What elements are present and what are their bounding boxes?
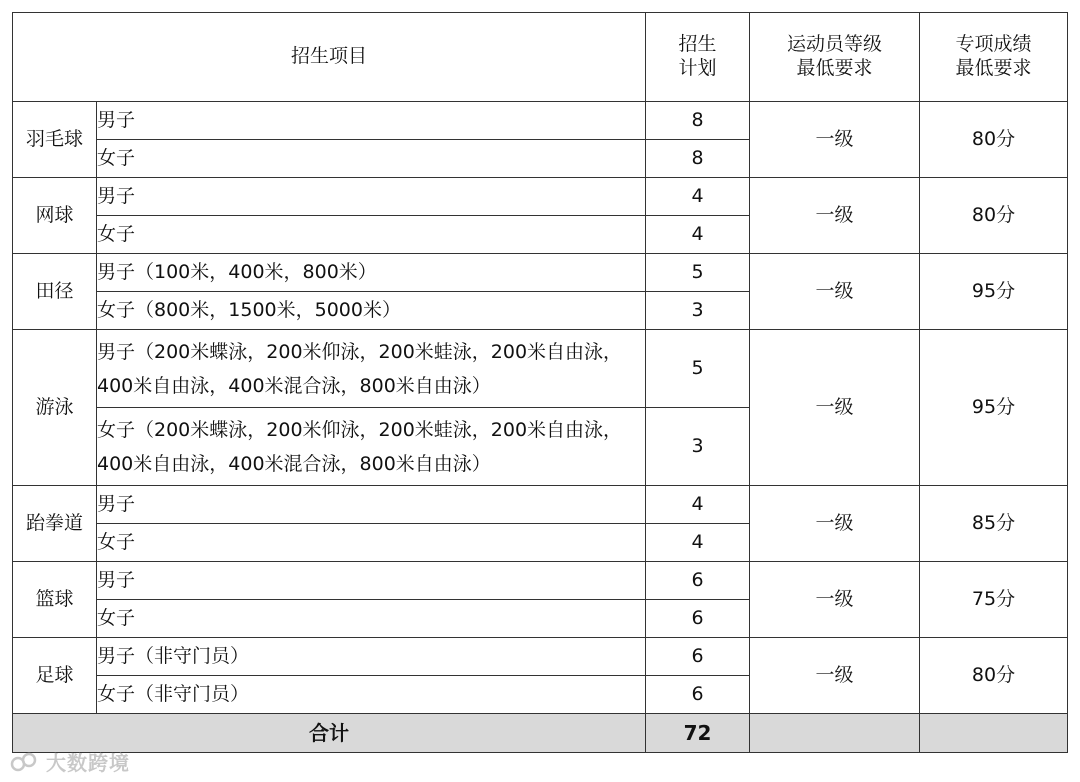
header-plan-line2: 计划 bbox=[678, 57, 717, 79]
sub-item bbox=[97, 330, 646, 408]
sub-item: 男子 bbox=[97, 102, 646, 140]
sub-item: 女子（800米，1500米，5000米） bbox=[97, 292, 646, 330]
header-score bbox=[920, 13, 1068, 102]
header-level bbox=[750, 13, 920, 102]
sub-item: 女子 bbox=[97, 140, 646, 178]
header-score-line1: 专项成绩 bbox=[955, 33, 1032, 56]
sub-item: 女子 bbox=[97, 216, 646, 254]
total-level-empty bbox=[750, 714, 920, 753]
table-row bbox=[13, 254, 1068, 292]
athlete-level: 一级 bbox=[750, 330, 920, 486]
header-level-line1: 运动员等级 bbox=[787, 33, 883, 56]
plan-count: 6 bbox=[646, 638, 750, 676]
sport-name: 网球 bbox=[13, 178, 97, 254]
min-score: 85分 bbox=[920, 486, 1068, 562]
total-plan: 72 bbox=[646, 714, 750, 753]
plan-count: 3 bbox=[646, 292, 750, 330]
watermark bbox=[10, 747, 130, 776]
plan-count: 3 bbox=[646, 408, 750, 486]
table-row bbox=[13, 102, 1068, 140]
sub-item-line: 400米自由泳，400米混合泳，800米自由泳） bbox=[97, 452, 491, 475]
sub-item: 女子（非守门员） bbox=[97, 676, 646, 714]
athlete-level: 一级 bbox=[750, 562, 920, 638]
table-row bbox=[13, 638, 1068, 676]
plan-count: 8 bbox=[646, 102, 750, 140]
sub-item: 女子 bbox=[97, 524, 646, 562]
athlete-level: 一级 bbox=[750, 638, 920, 714]
watermark-text: 大数跨境 bbox=[46, 751, 130, 775]
table-row bbox=[13, 330, 1068, 408]
athlete-level: 一级 bbox=[750, 102, 920, 178]
plan-count: 8 bbox=[646, 140, 750, 178]
plan-count: 5 bbox=[646, 330, 750, 408]
header-row bbox=[13, 13, 1068, 102]
plan-count: 6 bbox=[646, 676, 750, 714]
brand-logo-icon bbox=[10, 750, 40, 774]
enrollment-table bbox=[12, 12, 1068, 753]
sub-item: 男子 bbox=[97, 178, 646, 216]
plan-count: 4 bbox=[646, 216, 750, 254]
plan-count: 4 bbox=[646, 524, 750, 562]
min-score: 75分 bbox=[920, 562, 1068, 638]
min-score: 95分 bbox=[920, 330, 1068, 486]
total-row bbox=[13, 714, 1068, 753]
min-score: 95分 bbox=[920, 254, 1068, 330]
plan-count: 6 bbox=[646, 600, 750, 638]
plan-count: 5 bbox=[646, 254, 750, 292]
sport-name: 跆拳道 bbox=[13, 486, 97, 562]
sub-item-line: 女子（200米蝶泳，200米仰泳，200米蛙泳，200米自由泳， bbox=[97, 418, 623, 441]
total-score-empty bbox=[920, 714, 1068, 753]
min-score: 80分 bbox=[920, 178, 1068, 254]
table-row bbox=[13, 178, 1068, 216]
sport-name: 田径 bbox=[13, 254, 97, 330]
plan-count: 4 bbox=[646, 486, 750, 524]
min-score: 80分 bbox=[920, 102, 1068, 178]
table-row bbox=[13, 486, 1068, 524]
sport-name: 篮球 bbox=[13, 562, 97, 638]
sub-item: 女子 bbox=[97, 600, 646, 638]
athlete-level: 一级 bbox=[750, 486, 920, 562]
header-score-line2: 最低要求 bbox=[955, 57, 1032, 79]
min-score: 80分 bbox=[920, 638, 1068, 714]
sub-item: 男子 bbox=[97, 486, 646, 524]
sub-item: 男子 bbox=[97, 562, 646, 600]
sub-item: 男子（100米，400米，800米） bbox=[97, 254, 646, 292]
plan-count: 4 bbox=[646, 178, 750, 216]
plan-count: 6 bbox=[646, 562, 750, 600]
sub-item bbox=[97, 408, 646, 486]
header-project: 招生项目 bbox=[13, 13, 646, 102]
sport-name: 游泳 bbox=[13, 330, 97, 486]
sub-item-line: 400米自由泳，400米混合泳，800米自由泳） bbox=[97, 374, 491, 397]
header-level-line2: 最低要求 bbox=[796, 57, 873, 79]
header-plan bbox=[646, 13, 750, 102]
sport-name: 羽毛球 bbox=[13, 102, 97, 178]
sport-name: 足球 bbox=[13, 638, 97, 714]
table-row bbox=[13, 562, 1068, 600]
sub-item-line: 男子（200米蝶泳，200米仰泳，200米蛙泳，200米自由泳， bbox=[97, 340, 623, 363]
sub-item: 男子（非守门员） bbox=[97, 638, 646, 676]
header-plan-line1: 招生 bbox=[678, 33, 717, 56]
athlete-level: 一级 bbox=[750, 254, 920, 330]
total-label: 合计 bbox=[13, 714, 646, 753]
athlete-level: 一级 bbox=[750, 178, 920, 254]
